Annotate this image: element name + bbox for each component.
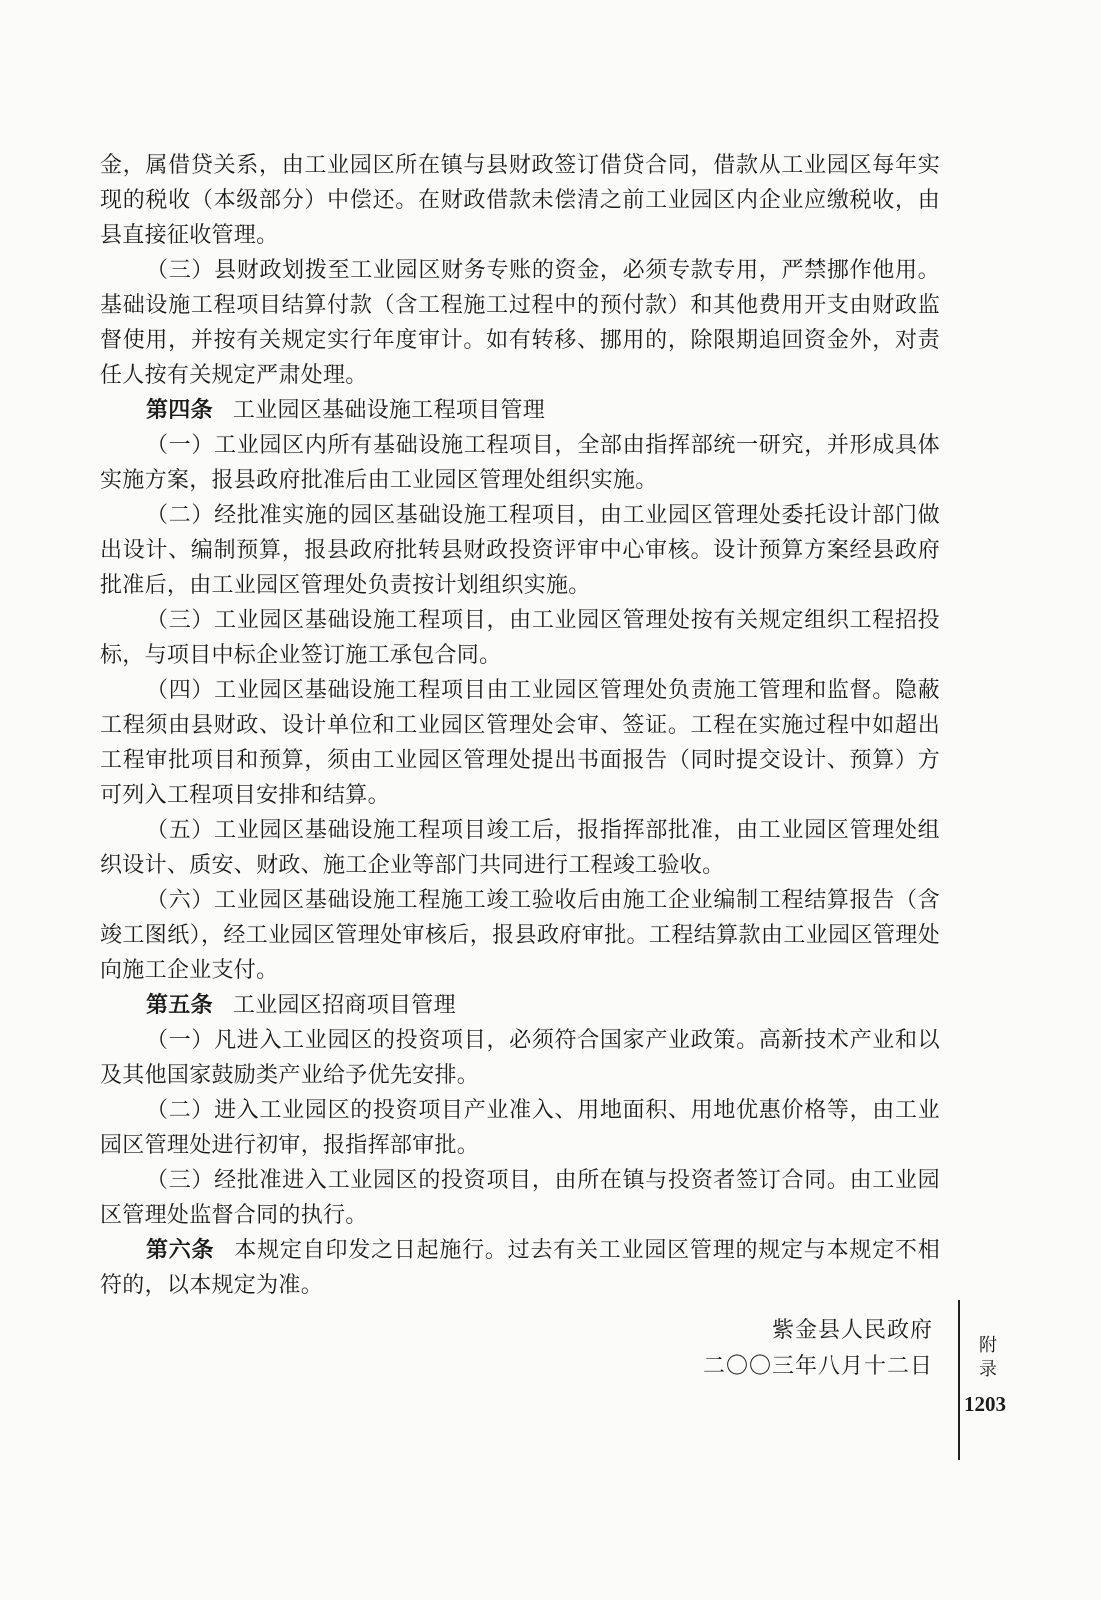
margin-divider <box>958 1300 960 1460</box>
signature-date: 二〇〇三年八月十二日 <box>702 1354 933 1379</box>
article-6-number: 第六条 <box>146 1237 215 1263</box>
article-5-title: 工业园区招商项目管理 <box>232 993 456 1018</box>
signature-organization: 紫金县人民政府 <box>771 1318 933 1343</box>
document-body <box>100 148 940 1303</box>
paragraph-article5-item3: （三）经批准进入工业园区的投资项目，由所在镇与投资者签订合同。由工业园区管理处监督合同的执行。 <box>100 1168 940 1228</box>
article-4-title: 工业园区基础设施工程项目管理 <box>232 398 546 423</box>
paragraph-article4-item2: （二）经批准实施的园区基础设施工程项目，由工业园区管理处委托设计部门做出设计、编制预算，报县政府批转县财政投资评审中心审核。设计预算方案经县政府批准后，由工业园区管理处负责按计划组织实施。 <box>100 503 940 598</box>
article-4-number: 第四条 <box>146 397 213 423</box>
article-6-paragraph <box>100 1233 940 1303</box>
page-number: 1203 <box>964 1392 1006 1416</box>
article-5-heading <box>100 988 940 1023</box>
paragraph-article4-item1: （一）工业园区内所有基础设施工程项目，全部由指挥部统一研究，并形成具体实施方案，报县政府批准后由工业园区管理处组织实施。 <box>100 433 940 493</box>
paragraph-article4-item5: （五）工业园区基础设施工程项目竣工后，报指挥部批准，由工业园区管理处组织设计、质安、财政、施工企业等部门共同进行工程竣工验收。 <box>100 818 940 878</box>
paragraph-article5-item2: （二）进入工业园区的投资项目产业准入、用地面积、用地优惠价格等，由工业园区管理处进行初审，报指挥部审批。 <box>100 1098 940 1158</box>
paragraph-article5-item1: （一）凡进入工业园区的投资项目，必须符合国家产业政策。高新技术产业和以及其他国家鼓励类产业给予优先安排。 <box>100 1028 940 1088</box>
paragraph-article4-item3: （三）工业园区基础设施工程项目，由工业园区管理处按有关规定组织工程招投标，与项目中标企业签订施工承包合同。 <box>100 608 940 668</box>
appendix-side-label: 附录 <box>979 1335 997 1380</box>
article-4-heading <box>100 393 940 428</box>
article-6-text: 本规定自印发之日起施行。过去有关工业园区管理的规定与本规定不相符的，以本规定为准。 <box>100 1238 940 1298</box>
paragraph-article4-item6: （六）工业园区基础设施工程施工竣工验收后由施工企业编制工程结算报告（含竣工图纸），经工业园区管理处审核后，报县政府审批。工程结算款由工业园区管理处向施工企业支付。 <box>100 888 940 983</box>
article-5-number: 第五条 <box>146 992 213 1018</box>
paragraph-continuation: 金，属借贷关系，由工业园区所在镇与县财政签订借贷合同，借款从工业园区每年实现的税收（本级部分）中偿还。在财政借款未偿清之前工业园区内企业应缴税收，由县直接征收管理。 <box>100 153 940 248</box>
paragraph-article4-item4: （四）工业园区基础设施工程项目由工业园区管理处负责施工管理和监督。隐蔽工程须由县财政、设计单位和工业园区管理处会审、签证。工程在实施过程中如超出工程审批项目和预算，须由工业园区管理处提出书面报告（同时提交设计、预算）方可列入工程项目安排和结算。 <box>100 678 940 808</box>
paragraph-article3-item3: （三）县财政划拨至工业园区财务专账的资金，必须专款专用，严禁挪作他用。基础设施工程项目结算付款（含工程施工过程中的预付款）和其他费用开支由财政监督使用，并按有关规定实行年度审计。如有转移、挪用的，除限期追回资金外，对责任人按有关规定严肃处理。 <box>100 258 940 388</box>
